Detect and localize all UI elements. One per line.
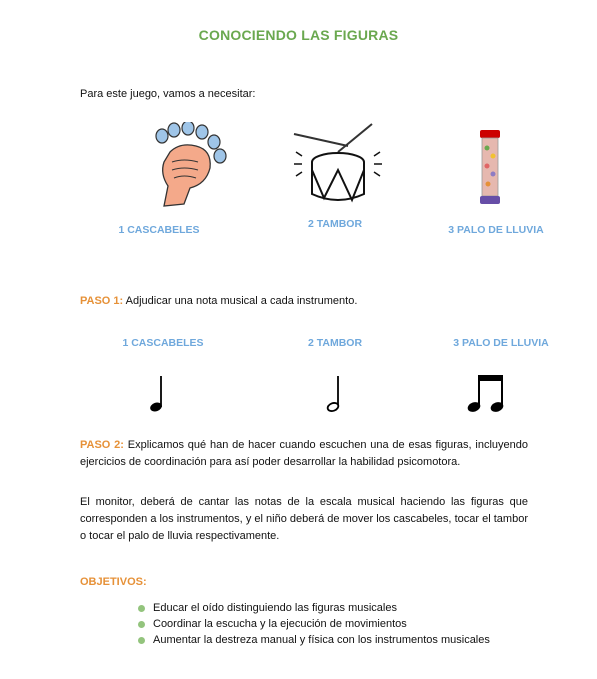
instrument-label-tambor: 2 TAMBOR — [307, 218, 363, 230]
objectives-heading: OBJETIVOS: — [80, 576, 147, 588]
page-title: CONOCIENDO LAS FIGURAS — [198, 27, 399, 43]
intro-text: Para este juego, vamos a necesitar: — [80, 88, 256, 100]
bullet-icon — [138, 637, 145, 644]
quarter-note-icon — [148, 374, 168, 414]
drum-icon — [288, 120, 384, 210]
step-1 — [80, 293, 528, 310]
half-note-icon — [325, 374, 345, 414]
step-2-label: PASO 2: — [80, 439, 124, 451]
step-1-label: PASO 1: — [80, 295, 124, 307]
note-label-palo: 3 PALO DE LLUVIA — [453, 337, 549, 349]
note-label-cascabeles: 1 CASCABELES — [122, 337, 204, 349]
beamed-eighth-notes-icon — [466, 372, 510, 416]
step-2-text: Explicamos qué han de hacer cuando escuchen una de esas figuras, incluyendo ejercicios de coordinación para así poder desarrollar la habilidad psicomotora. — [80, 439, 528, 468]
list-item: Educar el oído distinguiendo las figuras musicales — [138, 600, 490, 616]
list-item: Coordinar la escucha y la ejecución de movimientos — [138, 616, 490, 632]
step-2 — [80, 437, 528, 471]
bullet-icon — [138, 605, 145, 612]
monitor-paragraph: El monitor, deberá de cantar las notas de la escala musical haciendo las figuras que corresponden a los instrumentos, y el niño deberá de mover los cascabeles, tocar el tambor o tocar el palo de lluvia respectivamente. — [80, 496, 528, 542]
rainstick-icon — [476, 128, 504, 206]
bullet-icon — [138, 621, 145, 628]
instrument-label-cascabeles: 1 CASCABELES — [118, 224, 200, 236]
note-label-tambor: 2 TAMBOR — [307, 337, 363, 349]
objectives-list — [138, 600, 490, 648]
tambourine-hand-icon — [150, 122, 230, 210]
step-1-text: Adjudicar una nota musical a cada instrumento. — [123, 295, 358, 307]
list-item: Aumentar la destreza manual y física con los instrumentos musicales — [138, 632, 490, 648]
instrument-label-palo: 3 PALO DE LLUVIA — [448, 224, 544, 236]
